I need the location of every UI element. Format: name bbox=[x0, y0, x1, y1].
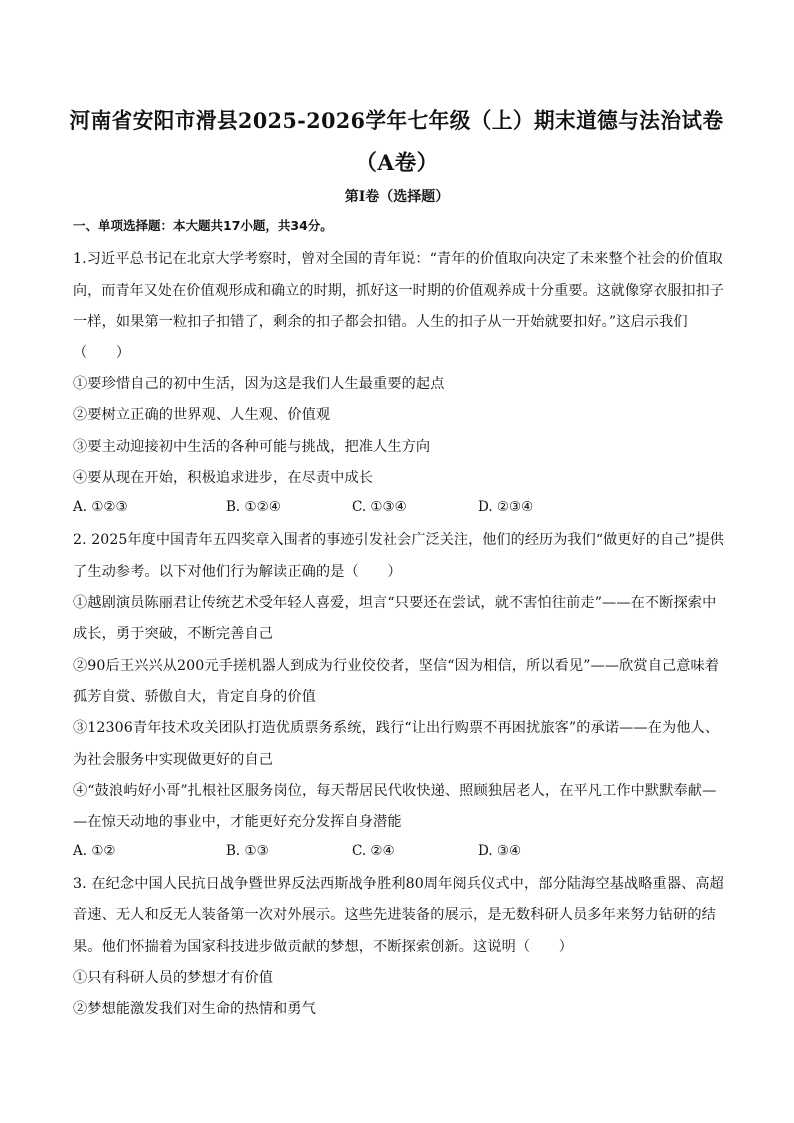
statement: 为社会服务中实现做更好的自己 bbox=[73, 752, 274, 768]
question-stem-line: （ ） bbox=[73, 345, 131, 361]
statement: ②梦想能激发我们对生命的热情和勇气 bbox=[73, 1001, 316, 1017]
statement: 孤芳自赏、骄傲自大，肯定自身的价值 bbox=[73, 689, 316, 705]
statement: ①要珍惜自己的初中生活，因为这是我们人生最重要的起点 bbox=[73, 376, 445, 392]
statement: —在惊天动地的事业中，才能更好充分发挥自身潜能 bbox=[73, 814, 402, 830]
question-stem-line: 3. 在纪念中国人民抗日战争暨世界反法西斯战争胜利80周年阅兵仪式中，部分陆海空基战略重器、高超 bbox=[73, 876, 724, 892]
statement: 成长，勇于突破，不断完善自己 bbox=[73, 626, 274, 642]
question-stem-line: 1.习近平总书记在北京大学考察时，曾对全国的青年说：“青年的价值取向决定了未来整个社会的价值取 bbox=[73, 251, 723, 267]
option-c: C. ①③④ bbox=[352, 499, 407, 515]
exam-title-paper-label: （A卷） bbox=[355, 151, 439, 176]
statement: ③要主动迎接初中生活的各种可能与挑战，把准人生方向 bbox=[73, 439, 431, 455]
statement: ④要从现在开始，积极追求进步，在尽责中成长 bbox=[73, 470, 374, 486]
option-b: B. ①③ bbox=[226, 843, 269, 859]
statement: ③12306青年技术攻关团队打造优质票务系统，践行“让出行购票不再困扰旅客”的承诺——在为他人、 bbox=[73, 720, 720, 736]
statement: ②90后王兴兴从200元手搓机器人到成为行业佼佼者，坚信“因为相信，所以看见”——欣赏自己意味着 bbox=[73, 658, 720, 674]
statement: ②要树立正确的世界观、人生观、价值观 bbox=[73, 407, 331, 423]
question-stem-line: 向，而青年又处在价值观形成和确立的时期，抓好这一时期的价值观养成十分重要。这就像穿衣服扣扣子 bbox=[73, 283, 724, 299]
question-stem-line: 音速、无人和反无人装备第一次对外展示。这些先进装备的展示，是无数科研人员多年来努力钻研的结 bbox=[73, 907, 716, 923]
option-d: D. ③④ bbox=[478, 843, 522, 859]
option-b: B. ①②④ bbox=[226, 499, 281, 515]
option-a: A. ①② bbox=[73, 843, 116, 859]
section-header: 一、单项选择题：本大题共17小题，共34分。 bbox=[73, 218, 333, 233]
question-stem-line: 果。他们怀揣着为国家科技进步做贡献的梦想，不断探索创新。这说明（ ） bbox=[73, 939, 574, 955]
exam-title: 河南省安阳市滑县2025-2026学年七年级（上）期末道德与法治试卷 bbox=[69, 109, 724, 134]
option-d: D. ②③④ bbox=[478, 499, 534, 515]
part-heading: 第Ⅰ卷（选择题） bbox=[344, 189, 450, 205]
option-c: C. ②④ bbox=[352, 843, 395, 859]
question-stem-line: 了生动参考。以下对他们行为解读正确的是（ ） bbox=[73, 564, 402, 580]
option-a: A. ①②③ bbox=[73, 499, 128, 515]
question-stem-line: 2. 2025年度中国青年五四奖章入围者的事迹引发社会广泛关注，他们的经历为我们“做更好的自己”提供 bbox=[73, 532, 724, 548]
question-stem-line: 一样，如果第一粒扣子扣错了，剩余的扣子都会扣错。人生的扣子从一开始就要扣好。”这启示我们 bbox=[73, 314, 688, 330]
statement: ④“鼓浪屿好小哥”扎根社区服务岗位，每天帮居民代收快递、照顾独居老人，在平凡工作中默默奉献— bbox=[73, 783, 717, 799]
statement: ①只有科研人员的梦想才有价值 bbox=[73, 970, 274, 986]
statement: ①越剧演员陈丽君让传统艺术受年轻人喜爱，坦言“只要还在尝试，就不害怕往前走”——在不断探索中 bbox=[73, 595, 717, 611]
